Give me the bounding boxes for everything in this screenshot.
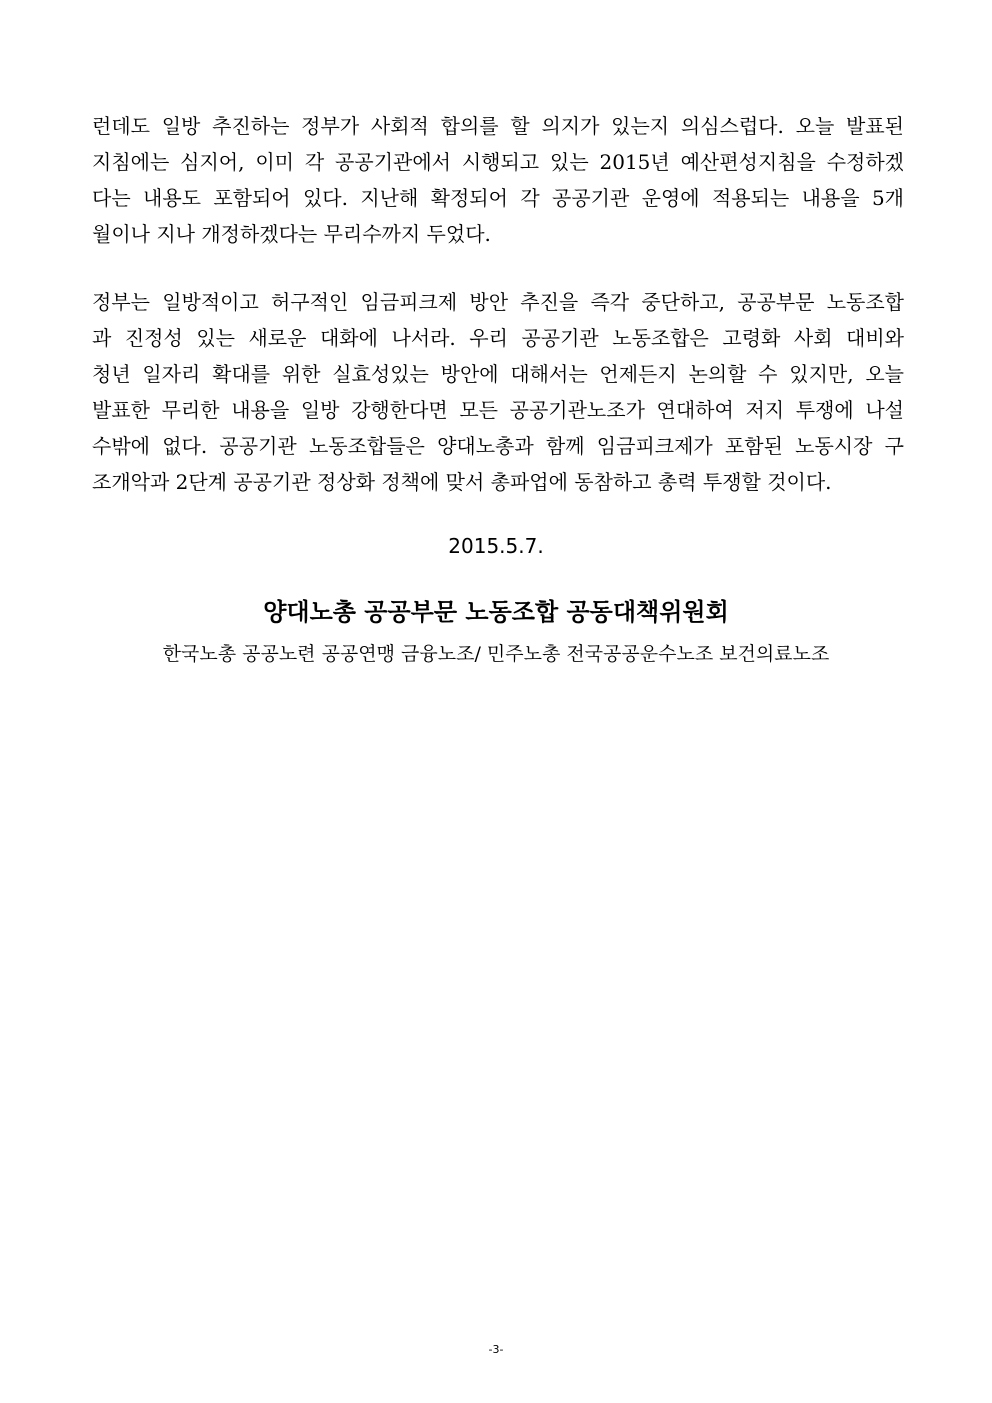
paragraph-line: 런데도 일방 추진하는 정부가 사회적 합의를 할 의지가 있는지 의심스럽다. 오늘 발표된 [92,114,904,138]
document-date: 2015.5.7. [448,534,544,558]
paragraph-line: 다는 내용도 포함되어 있다. 지난해 확정되어 각 공공기관 운영에 적용되는 내용을 5개 [92,186,904,210]
paragraph-line: 발표한 무리한 내용을 일방 강행한다면 모든 공공기관노조가 연대하여 저지 투쟁에 나설 [92,398,904,422]
paragraph-line: 조개악과 2단계 공공기관 정상화 정책에 맞서 총파업에 동참하고 총력 투쟁할 것이다. [92,470,832,494]
paragraph-line: 정부는 일방적이고 허구적인 임금피크제 방안 추진을 즉각 중단하고, 공공부문 노동조합 [92,290,904,314]
organization-members: 한국노총 공공노련 공공연맹 금융노조/ 민주노총 전국공공운수노조 보건의료노조 [162,643,830,665]
paragraph-line: 월이나 지나 개정하겠다는 무리수까지 두었다. [92,222,491,246]
paragraph-line: 과 진정성 있는 새로운 대화에 나서라. 우리 공공기관 노동조합은 고령화 사회 대비와 [92,326,904,350]
body-paragraph-2 [92,284,904,500]
paragraph-line: 청년 일자리 확대를 위한 실효성있는 방안에 대해서는 언제든지 논의할 수 있지만, 오늘 [92,362,904,386]
paragraph-line: 수밖에 없다. 공공기관 노동조합들은 양대노총과 함께 임금피크제가 포함된 노동시장 구 [92,434,904,458]
body-paragraph-1 [92,108,904,252]
paragraph-line: 지침에는 심지어, 이미 각 공공기관에서 시행되고 있는 2015년 예산편성지침을 수정하겠 [92,150,904,174]
organization-title: 양대노총 공공부문 노동조합 공동대책위원회 [263,597,729,626]
page-number: -3- [488,1343,504,1356]
